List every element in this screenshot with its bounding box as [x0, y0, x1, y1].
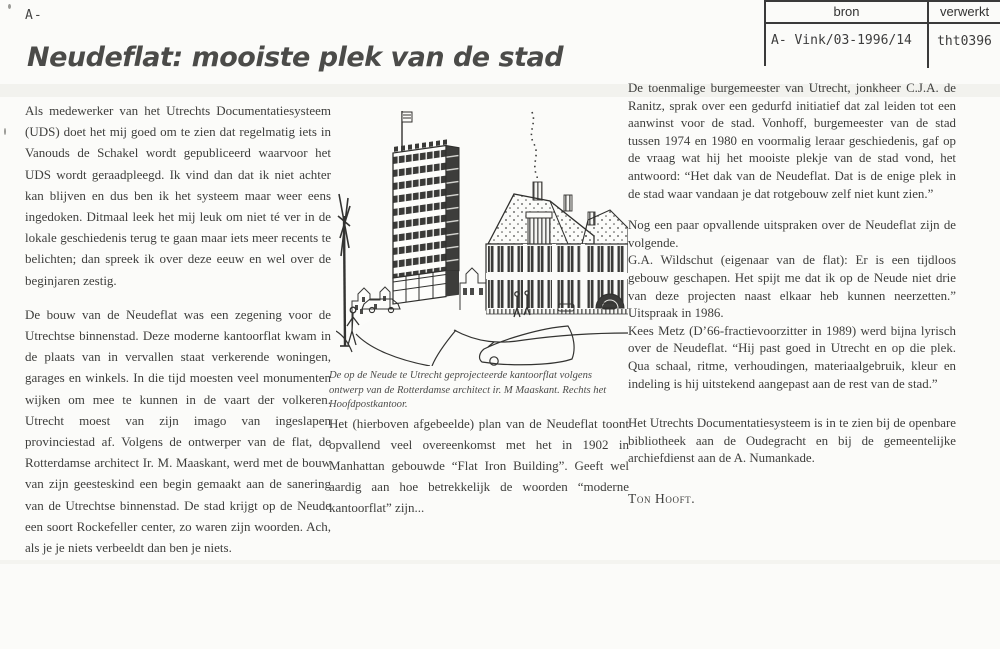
stamp-value-row [766, 24, 1000, 68]
illustration-caption: De op de Neude te Utrecht geprojecteerde kantoorflat volgens ontwerp van de Rotterdamse architect ir. M Maaskant. Rechts het Hoofdpostkantoor. [329, 370, 607, 410]
post-office-building [486, 182, 628, 314]
stamp-header-row [766, 2, 1000, 24]
old-houses-middle [460, 268, 486, 310]
scan-artifact-band [0, 560, 1000, 564]
scan-speck [4, 128, 6, 135]
right-column [628, 80, 956, 507]
page-corner-mark: A- [25, 8, 43, 23]
stamp-header-verwerkt: verwerkt [939, 4, 990, 19]
neudeflat-tower [393, 138, 459, 304]
stamp-value-verwerkt: tht0396 [937, 34, 992, 49]
scan-speck [8, 4, 11, 9]
left-paragraph-2: De bouw van de Neudeflat was een zegening voor de Utrechtse binnenstad. Deze moderne kantoorflat kwam in de plaats van in vervallen staat verkerende woningen, garages en winkels. In die tijd moesten veel monumenten wijken om mee te kunnen in de vaart der volkeren. Utrecht moest van zijn imago van ingeslapen provinciestad af. Volgens de ontwerper van de flat, de Rotterdamse architect Ir. M. Maaskant, werd met de bouw van zijn geesteskind een begin gemaakt aan de sanering van de Utrechtse binnenstad. De stad krijgt op de Neude een soort Rockefeller center, zo waren zijn woorden. Ach, als je je niets verbeeldt dan ben je niets. [25, 306, 331, 556]
right-paragraph-3: G.A. Wildschut (eigenaar van de flat): Er is een tijdloos gebouw geschapen. Het spijt me dat ik op de Neude niet drie van deze projecten naast elkaar heb kunnen neerzetten.” Uitspraak in 1986. [628, 253, 956, 321]
right-paragraph-2: Nog een paar opvallende uitspraken over de Neudeflat zijn de volgende. [628, 218, 956, 250]
middle-paragraph-1: Het (hierboven afgebeelde) plan van de Neudeflat toont opvallend veel overeenkomst met het in 1902 in Manhattan gebouwde “Flat Iron Building”. Geeft wel aardig aan hoe betrekkelijk de woorden “moderne kantoorflat” zijn... [329, 415, 629, 515]
middle-column [329, 98, 629, 518]
left-paragraph-1: Als medewerker van het Utrechts Documentatiesysteem (UDS) doet het mij goed om te zien dat regelmatig iets in Vanouds de Schakel wordt gepubliceerd waarvoor het UDS wordt geraadpleegd. Ik vind dan dat ik niet achter kan blijven en dus ben ik het systeem maar weer eens ingedoken. Ditmaal leek het mij leuk om niet té ver in de lokale geschiedenis terug te gaan maar iets meer recents te belichten; dan spreek ik over deze eeuw en wel over de beginjaren zestig. [25, 103, 331, 288]
neudeflat-illustration [336, 98, 628, 366]
foreground-car-sketch [480, 326, 575, 365]
archive-stamp-table [764, 0, 1000, 66]
stamp-header-bron: bron [766, 2, 929, 22]
right-paragraph-5: Het Utrechts Documentatiesysteem is in te zien bij de openbare bibliotheek aan de Oudegracht en bij de gemeentelijke archiefdienst aan de A. Numankade. [628, 416, 956, 466]
street-lines [336, 330, 628, 366]
author-byline: Ton Hooft. [628, 490, 696, 506]
article-title: Neudeflat: mooiste plek van de stad [27, 42, 564, 73]
right-paragraph-1: De toenmalige burgemeester van Utrecht, jonkheer C.J.A. de Ranitz, sprak over een gedurfd initiatief dat zal leiden tot een aanwinst voor de stad. Vonhoff, burgemeester van de stad tussen 1974 en 1980 en voormalig leraar geschiedenis, gaf op de vraag wat hij het mooiste plekje van de stad vond, het antwoord: “Het dak van de Neudeflat. Dat is de enige plek in de stad waar vandaan je dat rotgebouw zelf niet kunt zien.” [628, 81, 956, 201]
right-paragraph-4: Kees Metz (D’66-fractievoorzitter in 1989) werd bijna lyrisch over de Neudeflat. “Hij past goed in Utrecht en op die plek. Qua schaal, ritme, verhoudingen, materiaalgebruik, kleur en indeling is hij uitstekend aangepast aan de rest van de stad.” [628, 323, 956, 391]
chimney-smoke [531, 112, 538, 184]
left-column [25, 100, 331, 558]
stamp-value-bron: A- Vink/03-1996/14 [766, 24, 929, 68]
